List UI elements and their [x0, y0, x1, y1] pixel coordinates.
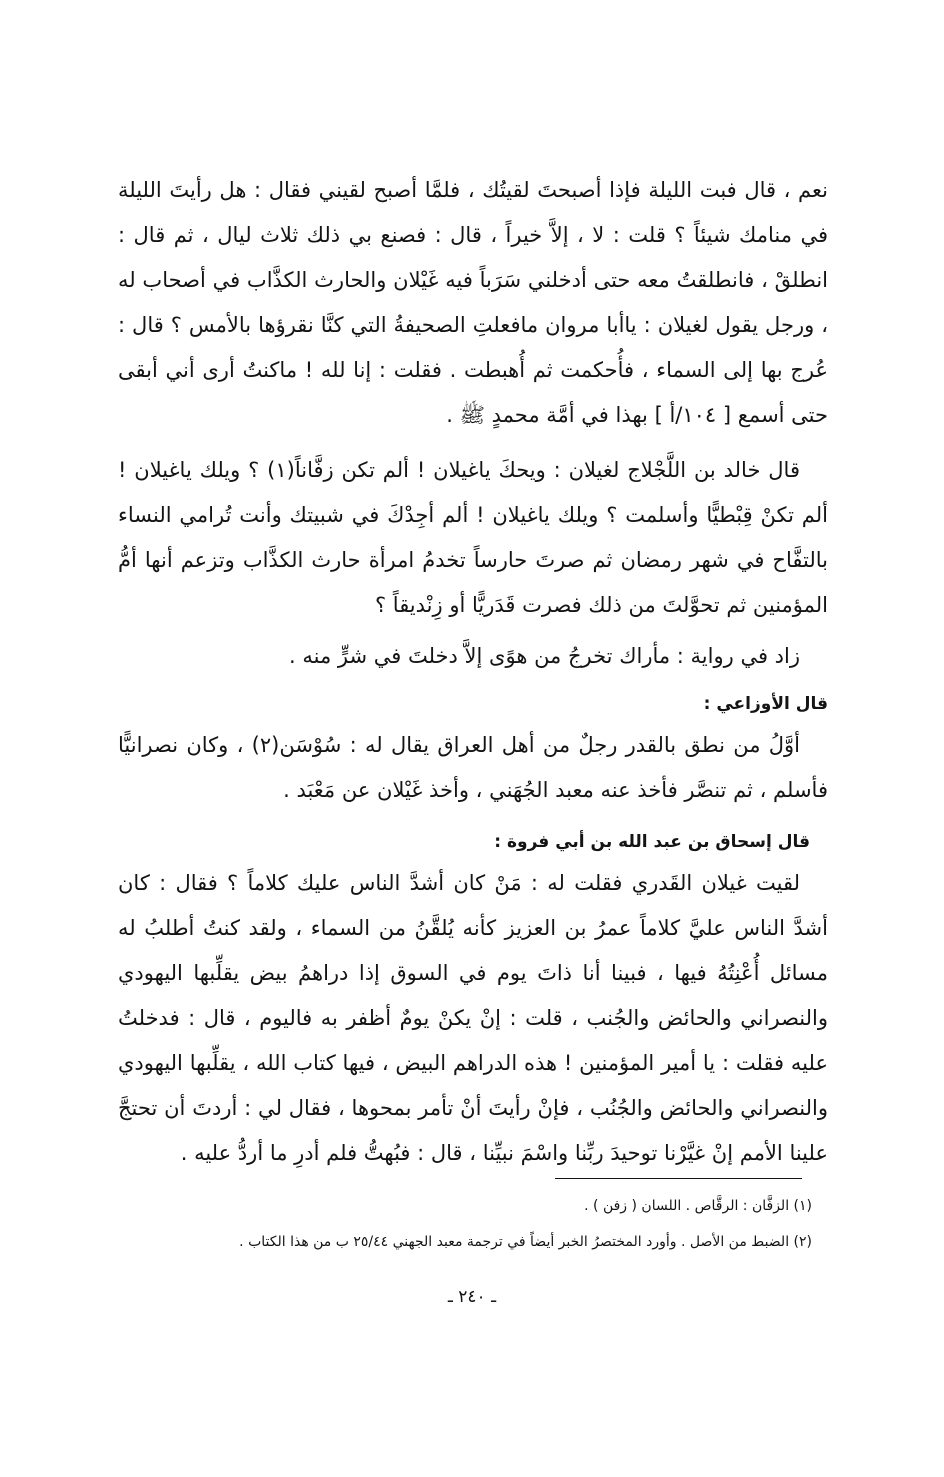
section-heading-ishaq: قال إسحاق بن عبد الله بن أبي فروة :	[494, 832, 810, 852]
footnote-1: (١) الزفَّان : الرقَّاص . اللسان ( زفن ) .	[584, 1198, 812, 1214]
page-number: ـ ٢٤٠ ـ	[447, 1287, 497, 1307]
footnote-divider	[555, 1178, 802, 1179]
paragraph-2: قال خالد بن اللَّجْلاج لغيلان : ويحكَ ياغيلان ! ألم تكن زفَّاناً(١) ؟ ويلك ياغيلان ! ألم تكنْ قِبْطيًّا وأسلمت ؟ ويلك ياغيلان ! ألم أجِدْكَ في شبيتك وأنت تُرامي النساء بالتفَّاح في شهر رمضان ثم صرتَ حارساً تخدمُ امرأة حارث الكذَّاب وتزعم أنها أمُّ المؤمنين ثم تحوَّلتَ من ذلك فصرت قَدَريًّا أو زِنْديقاً ؟	[118, 458, 828, 617]
paragraph-1: نعم ، قال فبت الليلة فإذا أصبحتَ لقيتُك ، فلمَّا أصبح لقيني فقال : هل رأيتَ الليلة في منامك شيئاً ؟ قلت : لا ، إلاَّ خيراً ، قال : فصنع بي ذلك ثلاث ليال ، ثم قال : انطلقْ ، فانطلقتُ معه حتى أدخلني سَرَباً فيه غَيْلان والحارث الكذَّاب في أصحاب له ، ورجل يقول لغيلان : ياأبا مروان مافعلتِ الصحيفةُ التي كنَّا نقرؤها بالأمس ؟ قال : عُرج بها إلى السماء ، فأُحكمت ثم أُهبطت . فقلت : إنا لله ! ماكنتُ أرى أني أبقى حتى أسمع [ ١٠٤/أ ] بهذا في أمَّة محمدٍ ﷺ .	[118, 178, 828, 427]
footnotes	[118, 1188, 812, 1260]
paragraph-4: أوَّلُ من نطق بالقدر رجلٌ من أهل العراق يقال له : سُوْسَن(٢) ، وكان نصرانيًّا فأسلم ، ثم تنصَّر فأخذ عنه معبد الجُهَني ، وأخذ غَيْلان عن مَعْبَد .	[118, 733, 828, 802]
footnote-2: (٢) الضبط من الأصل . وأورد المختصرُ الخبر أيضاً في ترجمة معبد الجهني ٢٥/٤٤ ب من هذا الكتاب .	[239, 1234, 812, 1250]
section-heading-awzai: قال الأوزاعي :	[703, 694, 828, 714]
page-body	[118, 168, 828, 1176]
paragraph-3: زاد في رواية : مأراك تخرجُ من هوًى إلاَّ دخلتَ في شرٍّ منه .	[289, 644, 800, 668]
paragraph-5: لقيت غيلان القَدري فقلت له : مَنْ كان أشدَّ الناس عليك كلاماً ؟ فقال : كان أشدَّ الناس عليَّ كلاماً عمرُ بن العزيز كأنه يُلقَّنُ من السماء ، ولقد كنتُ أطلبُ له مسائل أُعْنِتُهُ فيها ، فبينا أنا ذاتَ يوم في السوق إذا دراهمُ بيض يقلِّبها اليهودي والنصراني والحائض والجُنب ، قلت : إنْ يكنْ يومٌ أظفر به فاليوم ، قال : فدخلتُ عليه فقلت : يا أمير المؤمنين ! هذه الدراهم البيض ، فيها كتاب الله ، يقلِّبها اليهودي والنصراني والحائض والجُنُب ، فإنْ رأيتَ أنْ تأمر بمحوها ، فقال لي : أردتَ أن تحتجَّ علينا الأمم إنْ غيَّرْنا توحيدَ ربِّنا واسْمَ نبيِّنا ، قال : فبُهتُّ فلم أدرِ ما أردُّ عليه .	[118, 871, 828, 1165]
